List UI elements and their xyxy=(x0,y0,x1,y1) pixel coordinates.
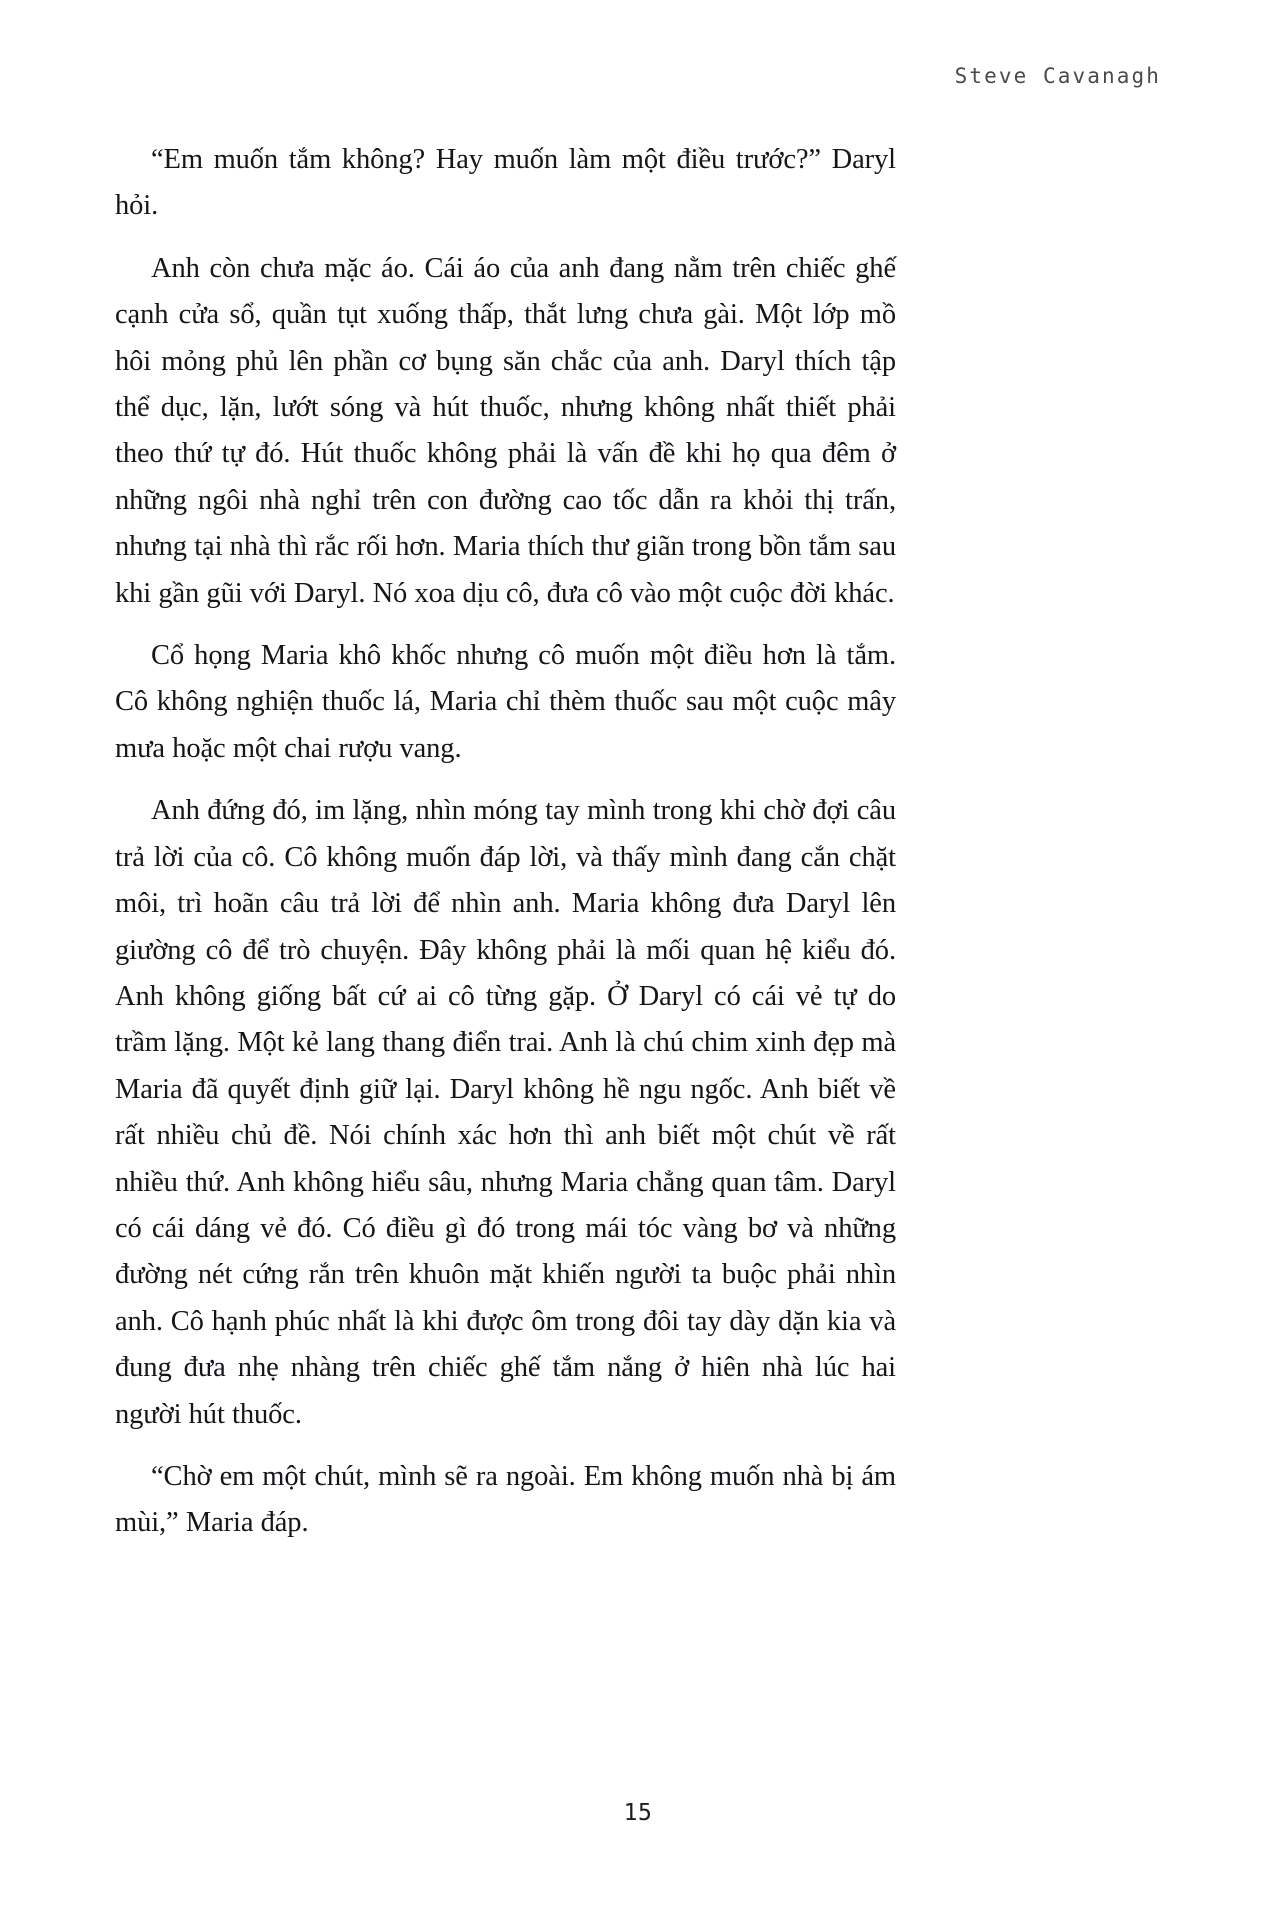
page-number: 15 xyxy=(623,1800,653,1826)
paragraph: Anh còn chưa mặc áo. Cái áo của anh đang nằm trên chiếc ghế cạnh cửa sổ, quần tụt xuống thấp, thắt lưng chưa gài. Một lớp mồ hôi mỏng phủ lên phần cơ bụng săn chắc của anh. Daryl thích tập thể dục, lặn, lướt sóng và hút thuốc, nhưng không nhất thiết phải theo thứ tự đó. Hút thuốc không phải là vấn đề khi họ qua đêm ở những ngôi nhà nghỉ trên con đường cao tốc dẫn ra khỏi thị trấn, nhưng tại nhà thì rắc rối hơn. Maria thích thư giãn trong bồn tắm sau khi gần gũi với Daryl. Nó xoa dịu cô, đưa cô vào một cuộc đời khác. xyxy=(115,252,896,609)
running-header-author: Steve Cavanagh xyxy=(954,64,1161,88)
paragraph: “Chờ em một chút, mình sẽ ra ngoài. Em không muốn nhà bị ám mùi,” Maria đáp. xyxy=(115,1460,896,1539)
paragraph: Anh đứng đó, im lặng, nhìn móng tay mình trong khi chờ đợi câu trả lời của cô. Cô không muốn đáp lời, và thấy mình đang cắn chặt môi, trì hoãn câu trả lời để nhìn anh. Maria không đưa Daryl lên giường cô để trò chuyện. Đây không phải là mối quan hệ kiểu đó. Anh không giống bất cứ ai cô từng gặp. Ở Daryl có cái vẻ tự do trầm lặng. Một kẻ lang thang điển trai. Anh là chú chim xinh đẹp mà Maria đã quyết định giữ lại. Daryl không hề ngu ngốc. Anh biết về rất nhiều chủ đề. Nói chính xác hơn thì anh biết một chút về rất nhiều thứ. Anh không hiểu sâu, nhưng Maria chẳng quan tâm. Daryl có cái dáng vẻ đó. Có điều gì đó trong mái tóc vàng bơ và những đường nét cứng rắn trên khuôn mặt khiến người ta buộc phải nhìn anh. Cô hạnh phúc nhất là khi được ôm trong đôi tay dày dặn kia và đung đưa nhẹ nhàng trên chiếc ghế tắm nắng ở hiên nhà lúc hai người hút thuốc. xyxy=(115,795,896,1430)
paragraph: “Em muốn tắm không? Hay muốn làm một điều trước?” Daryl hỏi. xyxy=(115,144,896,222)
paragraph: Cổ họng Maria khô khốc nhưng cô muốn một điều hơn là tắm. Cô không nghiện thuốc lá, Maria chỉ thèm thuốc sau một cuộc mây mưa hoặc một chai rượu vang. xyxy=(115,640,896,764)
body-text-block xyxy=(115,137,896,1547)
